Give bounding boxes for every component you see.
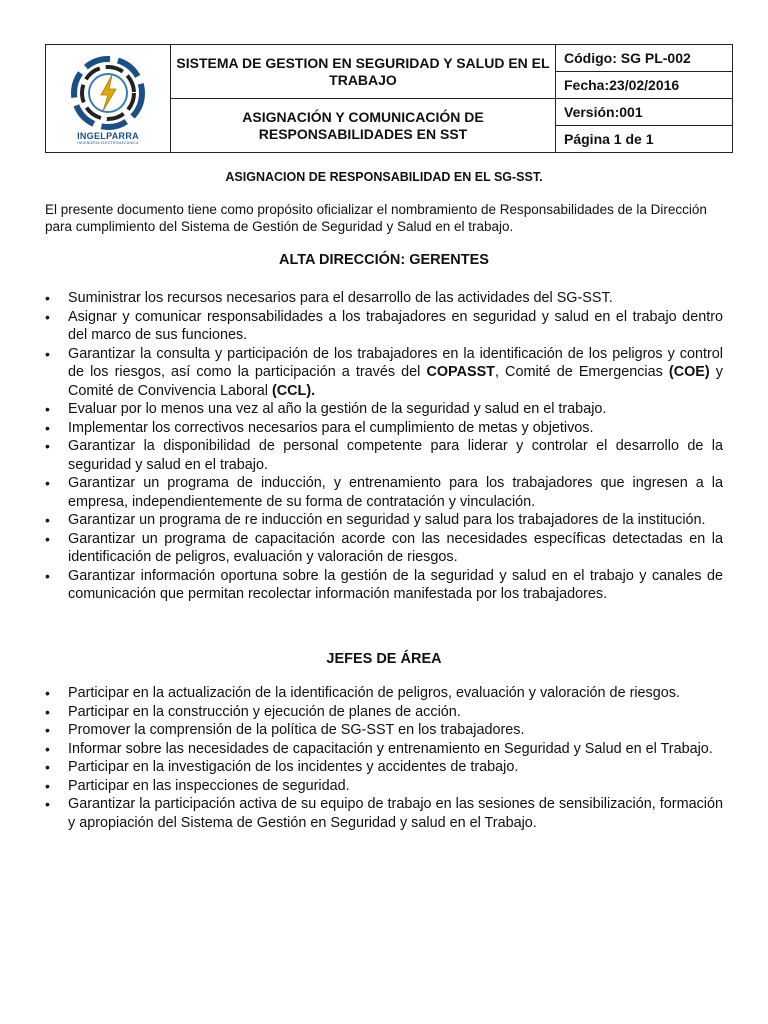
list-item: • Garantizar la consulta y participación de los trabajadores en la identificación de los peligros y control de los riesgos, así como la participación a través del COPASST, Comité de Emergencias (COE) y Comité de Convivencia Laboral (CCL).: [45, 345, 723, 401]
alta-direccion-heading: ALTA DIRECCIÓN: GERENTES: [279, 252, 489, 268]
logo-subtitle: INGENIERIA ELECTROMECANICA: [77, 140, 139, 145]
list-item: • Promover la comprensión de la política de SG-SST en los trabajadores.: [45, 721, 723, 740]
system-title: SISTEMA DE GESTION EN SEGURIDAD Y SALUD EN EL TRABAJO: [171, 45, 556, 99]
list-item: • Evaluar por lo menos una vez al año la gestión de la seguridad y salud en el trabajo.: [45, 400, 723, 419]
fecha-field: Fecha:23/02/2016: [556, 72, 733, 99]
document-title: ASIGNACION DE RESPONSABILIDAD EN EL SG-SST.: [225, 170, 543, 184]
list-item: • Garantizar un programa de inducción, y entrenamiento para los trabajadores que ingresen a la empresa, independientemente de su forma de contratación y vinculación.: [45, 474, 723, 511]
header-table: [45, 44, 733, 153]
intro-paragraph: El presente documento tiene como propósito oficializar el nombramiento de Responsabilidades de la Dirección para cumplimiento del Sistema de Gestión de Seguridad y Salud en el trabajo.: [45, 202, 707, 234]
document-subject: ASIGNACIÓN Y COMUNICACIÓN DE RESPONSABILIDADES EN SST: [171, 99, 556, 153]
list-item: • Asignar y comunicar responsabilidades a los trabajadores en seguridad y salud en el trabajo dentro del marco de sus funciones.: [45, 308, 723, 345]
list-item: • Participar en la actualización de la identificación de peligros, evaluación y valoración de riesgos.: [45, 684, 723, 703]
list-item: • Participar en las inspecciones de seguridad.: [45, 777, 723, 796]
list-item: • Suministrar los recursos necesarios para el desarrollo de las actividades del SG-SST.: [45, 289, 723, 308]
list-item: • Garantizar un programa de capacitación acorde con las necesidades específicas detectadas en la identificación de peligros, evaluación y valoración de riesgos.: [45, 530, 723, 567]
jefes-area-list: [45, 684, 723, 832]
codigo-field: Código: SG PL-002: [556, 45, 733, 72]
list-item: • Garantizar información oportuna sobre la gestión de la seguridad y salud en el trabajo y canales de comunicación que permitan recolectar información manifestada por los trabajadores.: [45, 567, 723, 604]
lightning-gear-logo-icon: [68, 53, 148, 133]
jefes-area-heading: JEFES DE ÁREA: [326, 651, 442, 667]
list-item: • Garantizar la disponibilidad de personal competente para liderar y controlar el desarrollo de la seguridad y salud en el trabajo.: [45, 437, 723, 474]
list-item: • Participar en la investigación de los incidentes y accidentes de trabajo.: [45, 758, 723, 777]
alta-direccion-list: [45, 289, 723, 604]
list-item: • Participar en la construcción y ejecución de planes de acción.: [45, 703, 723, 722]
pagina-field: Página 1 de 1: [556, 126, 733, 153]
logo-cell: [46, 45, 171, 153]
version-field: Versión:001: [556, 99, 733, 126]
company-logo: [46, 53, 170, 145]
list-item: • Garantizar un programa de re inducción en seguridad y salud para los trabajadores de la institución.: [45, 511, 723, 530]
logo-name: INGELPARRA: [77, 130, 139, 141]
list-item: • Garantizar la participación activa de su equipo de trabajo en las sesiones de sensibilización, formación y apropiación del Sistema de Gestión en Seguridad y salud en el Trabajo.: [45, 795, 723, 832]
list-item: • Implementar los correctivos necesarios para el cumplimiento de metas y objetivos.: [45, 419, 723, 438]
list-item: • Informar sobre las necesidades de capacitación y entrenamiento en Seguridad y Salud en el Trabajo.: [45, 740, 723, 759]
